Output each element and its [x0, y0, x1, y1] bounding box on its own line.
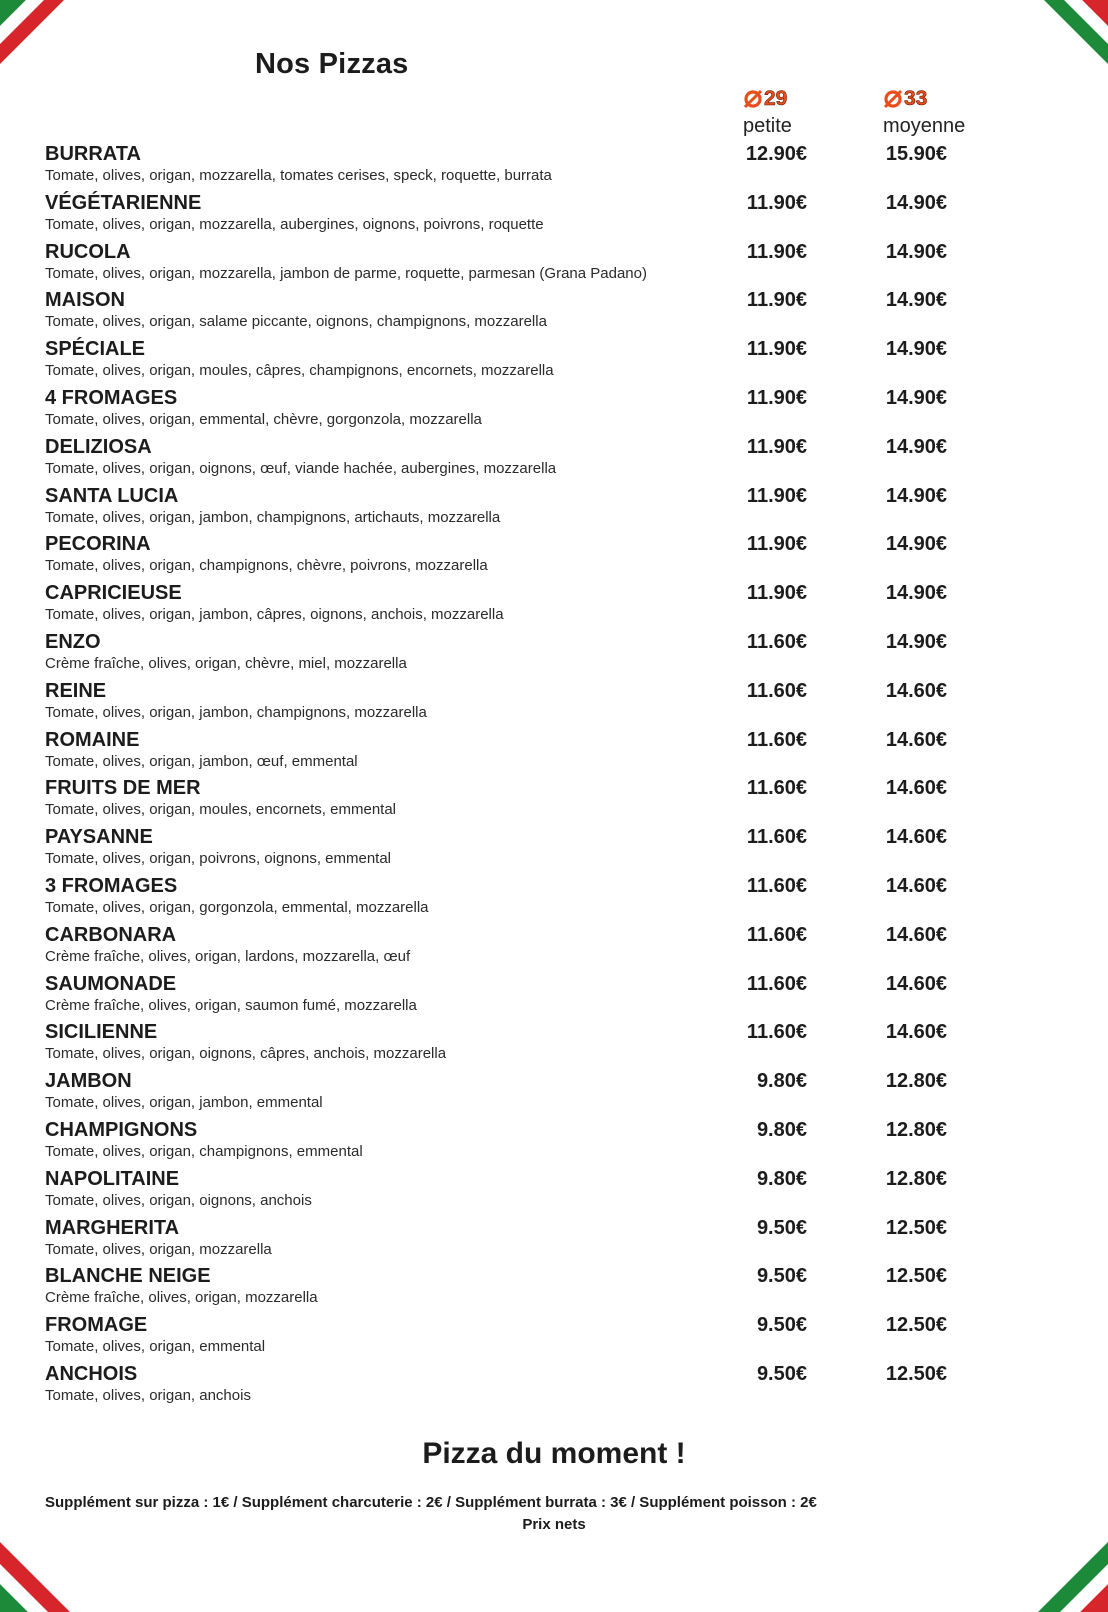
price-petite: 12.90€: [745, 143, 807, 165]
pizza-du-moment-heading: Pizza du moment !: [422, 1437, 686, 1470]
pizza-name: SICILIENNE: [45, 1021, 158, 1044]
price-moyenne: 14.90€: [885, 240, 947, 263]
pizza-row: [45, 191, 1005, 240]
price-petite: 11.60€: [746, 923, 807, 946]
pizza-name: ROMAINE: [45, 728, 140, 751]
prix-nets-note: Prix nets: [522, 1516, 586, 1533]
pizza-ingredients: Crème fraîche, olives, origan, mozzarella: [45, 1289, 318, 1307]
price-petite: 11.60€: [746, 874, 807, 897]
price-moyenne: 14.90€: [885, 484, 947, 507]
size-header-moyenne: [883, 86, 993, 138]
pizza-name: RUCOLA: [45, 240, 131, 263]
price-moyenne: 14.90€: [885, 582, 947, 605]
price-moyenne: 12.80€: [885, 1070, 947, 1093]
corner-stripes-bottom-right: [1028, 1532, 1108, 1612]
pizza-ingredients: Tomate, olives, origan, champignons, emmental: [45, 1142, 363, 1160]
diameter-icon: [743, 89, 763, 109]
pizza-ingredients: Crème fraîche, olives, origan, lardons, mozzarella, œuf: [45, 947, 411, 965]
pizza-row: [45, 337, 1005, 386]
price-moyenne: 14.90€: [885, 289, 947, 312]
pizza-name: 4 FROMAGES: [45, 386, 178, 409]
pizza-ingredients: Tomate, olives, origan, mozzarella: [45, 1240, 272, 1258]
pizza-name: REINE: [45, 679, 107, 702]
pizza-name: PECORINA: [45, 533, 151, 556]
pizza-ingredients: Tomate, olives, origan, champignons, chèvre, poivrons, mozzarella: [45, 557, 488, 575]
pizza-name: DELIZIOSA: [45, 435, 152, 458]
price-petite: 9.80€: [756, 1070, 807, 1093]
pizza-ingredients: Tomate, olives, origan, mozzarella, aubergines, oignons, poivrons, roquette: [45, 215, 544, 233]
price-moyenne: 14.60€: [885, 923, 947, 946]
diameter-29: [743, 86, 853, 112]
pizza-name: SAUMONADE: [45, 972, 177, 995]
size-header-petite: [743, 86, 853, 138]
pizza-row: [45, 1362, 1005, 1411]
pizza-row: [45, 240, 1005, 289]
pizza-ingredients: Tomate, olives, origan, emmental, chèvre, gorgonzola, mozzarella: [45, 410, 482, 428]
pizza-row: [45, 142, 1005, 191]
pizza-ingredients: Tomate, olives, origan, oignons, œuf, viande hachée, aubergines, mozzarella: [45, 459, 557, 477]
price-moyenne: 14.60€: [885, 679, 947, 702]
price-moyenne: 12.50€: [885, 1362, 947, 1385]
pizza-ingredients: Tomate, olives, origan, gorgonzola, emmental, mozzarella: [45, 898, 429, 916]
pizza-name: CAPRICIEUSE: [45, 582, 182, 605]
price-petite: 11.60€: [746, 1021, 807, 1044]
pizza-name: BLANCHE NEIGE: [45, 1265, 211, 1288]
pizza-ingredients: Crème fraîche, olives, origan, saumon fumé, mozzarella: [45, 996, 417, 1014]
page-title: Nos Pizzas: [255, 48, 409, 80]
pizza-ingredients: Tomate, olives, origan, poivrons, oignons, emmental: [45, 850, 392, 868]
price-moyenne: 14.90€: [885, 533, 947, 556]
price-petite: 11.90€: [746, 289, 807, 312]
price-petite: 11.90€: [746, 435, 807, 458]
price-petite: 9.50€: [756, 1265, 807, 1288]
price-moyenne: 14.60€: [885, 874, 947, 897]
price-moyenne: 14.90€: [885, 386, 947, 409]
diameter-icon: [883, 89, 903, 109]
pizza-row: [45, 435, 1005, 484]
pizza-row: [45, 288, 1005, 337]
pizza-ingredients: Tomate, olives, origan, jambon, champignons, mozzarella: [45, 703, 427, 721]
pizza-row: [45, 386, 1005, 435]
pizza-row: [45, 1313, 1005, 1362]
pizza-row: [45, 923, 1005, 972]
pizza-ingredients: Tomate, olives, origan, oignons, anchois: [45, 1191, 312, 1209]
price-petite: 11.60€: [746, 777, 807, 800]
price-petite: 11.90€: [746, 191, 807, 214]
pizza-row: [45, 728, 1005, 777]
pizza-ingredients: Tomate, olives, origan, jambon, câpres, oignons, anchois, mozzarella: [45, 606, 504, 624]
corner-stripes-top-left: [0, 0, 70, 70]
size-label-moyenne: moyenne: [883, 115, 966, 137]
pizza-ingredients: Tomate, olives, origan, mozzarella, jambon de parme, roquette, parmesan (Grana Padano): [45, 264, 647, 282]
price-moyenne: 14.60€: [885, 972, 947, 995]
price-moyenne: 12.50€: [885, 1265, 947, 1288]
price-petite: 11.90€: [746, 240, 807, 263]
pizza-row: [45, 874, 1005, 923]
pizza-ingredients: Tomate, olives, origan, jambon, emmental: [45, 1094, 323, 1112]
price-petite: 11.90€: [746, 484, 807, 507]
price-petite: 11.60€: [746, 728, 807, 751]
pizza-name: BURRATA: [45, 143, 141, 165]
price-petite: 11.60€: [746, 679, 807, 702]
price-moyenne: 12.80€: [885, 1118, 947, 1141]
pizza-ingredients: Tomate, olives, origan, moules, câpres, champignons, encornets, mozzarella: [45, 362, 554, 380]
price-petite: 9.50€: [756, 1314, 807, 1337]
pizza-name: ENZO: [45, 630, 101, 653]
pizza-row: [45, 972, 1005, 1021]
pizza-row: [45, 1216, 1005, 1265]
diameter-value: 33: [904, 87, 928, 110]
pizza-row: [45, 679, 1005, 728]
pizza-row: [45, 581, 1005, 630]
price-moyenne: 14.60€: [885, 777, 947, 800]
pizza-name: 3 FROMAGES: [45, 874, 178, 897]
price-moyenne: 14.90€: [885, 338, 947, 361]
pizza-ingredients: Crème fraîche, olives, origan, chèvre, miel, mozzarella: [45, 654, 407, 672]
pizza-list: [45, 142, 1005, 1411]
price-moyenne: 14.90€: [885, 630, 947, 653]
price-moyenne: 12.50€: [885, 1314, 947, 1337]
price-petite: 11.60€: [746, 630, 807, 653]
price-petite: 11.60€: [746, 826, 807, 849]
price-moyenne: 14.90€: [885, 191, 947, 214]
pizza-ingredients: Tomate, olives, origan, emmental: [45, 1338, 266, 1356]
pizza-name: VÉGÉTARIENNE: [45, 191, 202, 214]
corner-stripes-top-right: [1038, 0, 1108, 70]
pizza-ingredients: Tomate, olives, origan, oignons, câpres, anchois, mozzarella: [45, 1045, 447, 1063]
pizza-name: SANTA LUCIA: [45, 484, 179, 507]
corner-stripes-bottom-left: [0, 1532, 80, 1612]
pizza-ingredients: Tomate, olives, origan, mozzarella, tomates cerises, speck, roquette, burrata: [45, 167, 552, 184]
pizza-row: [45, 1264, 1005, 1313]
supplements-line: Supplément sur pizza : 1€ / Supplément charcuterie : 2€ / Supplément burrata : 3€ / Supplément poisson : 2€: [45, 1494, 817, 1511]
price-moyenne: 12.50€: [885, 1216, 947, 1239]
price-petite: 9.80€: [756, 1118, 807, 1141]
pizza-row: [45, 484, 1005, 533]
price-petite: 9.50€: [756, 1362, 807, 1385]
pizza-name: NAPOLITAINE: [45, 1167, 180, 1190]
pizza-row: [45, 1069, 1005, 1118]
pizza-row: [45, 1020, 1005, 1069]
pizza-row: [45, 1167, 1005, 1216]
pizza-ingredients: Tomate, olives, origan, jambon, œuf, emmental: [45, 752, 358, 770]
price-petite: 11.60€: [746, 972, 807, 995]
pizza-ingredients: Tomate, olives, origan, salame piccante, oignons, champignons, mozzarella: [45, 313, 547, 331]
pizza-name: MARGHERITA: [45, 1216, 180, 1239]
price-moyenne: 12.80€: [885, 1167, 947, 1190]
price-moyenne: 15.90€: [885, 143, 947, 165]
price-petite: 11.90€: [746, 533, 807, 556]
pizza-name: JAMBON: [45, 1070, 132, 1093]
pizza-row: [45, 776, 1005, 825]
diameter-value: 29: [764, 87, 788, 110]
pizza-row: [45, 532, 1005, 581]
price-petite: 11.90€: [746, 386, 807, 409]
pizza-row: [45, 630, 1005, 679]
price-petite: 9.80€: [756, 1167, 807, 1190]
pizza-name: PAYSANNE: [45, 826, 153, 849]
price-moyenne: 14.60€: [885, 728, 947, 751]
pizza-row: [45, 1118, 1005, 1167]
price-petite: 11.90€: [746, 338, 807, 361]
diameter-33: [883, 86, 993, 112]
pizza-name: SPÉCIALE: [45, 338, 146, 361]
pizza-ingredients: Tomate, olives, origan, anchois: [45, 1386, 251, 1404]
pizza-ingredients: Tomate, olives, origan, moules, encornets, emmental: [45, 801, 396, 819]
pizza-ingredients: Tomate, olives, origan, jambon, champignons, artichauts, mozzarella: [45, 508, 501, 526]
price-petite: 11.90€: [746, 582, 807, 605]
price-moyenne: 14.90€: [885, 435, 947, 458]
price-petite: 9.50€: [756, 1216, 807, 1239]
pizza-name: FROMAGE: [45, 1314, 148, 1337]
price-moyenne: 14.60€: [885, 826, 947, 849]
pizza-row: [45, 825, 1005, 874]
pizza-name: ANCHOIS: [45, 1362, 138, 1385]
size-label-petite: petite: [743, 115, 792, 137]
pizza-name: MAISON: [45, 289, 125, 312]
price-moyenne: 14.60€: [885, 1021, 947, 1044]
pizza-name: CARBONARA: [45, 923, 177, 946]
pizza-name: CHAMPIGNONS: [45, 1118, 198, 1141]
pizza-name: FRUITS DE MER: [45, 777, 201, 800]
